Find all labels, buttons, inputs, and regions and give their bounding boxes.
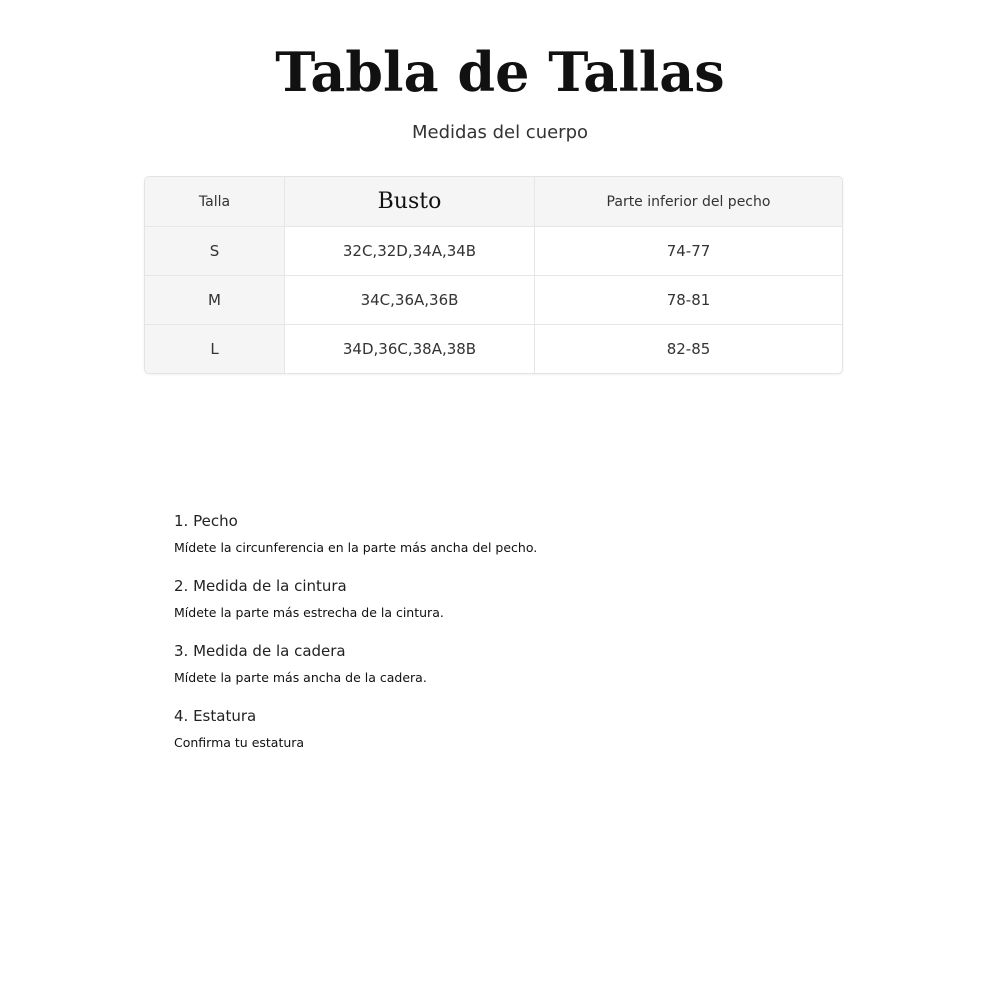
cell-size: L bbox=[145, 325, 285, 374]
note-item bbox=[174, 707, 537, 750]
note-text: Confirma tu estatura bbox=[174, 735, 305, 750]
header-busto: Busto bbox=[285, 177, 535, 227]
cell-busto: 32C,32D,34A,34B bbox=[285, 227, 535, 276]
note-item bbox=[174, 642, 537, 685]
page-subtitle: Medidas del cuerpo bbox=[411, 122, 589, 143]
cell-underbust: 74-77 bbox=[535, 227, 843, 276]
table-row bbox=[145, 227, 842, 276]
header-parte-inferior: Parte inferior del pecho bbox=[535, 177, 843, 227]
cell-size: M bbox=[145, 276, 285, 325]
note-text: Mídete la parte más ancha de la cadera. bbox=[174, 670, 427, 685]
table-row bbox=[145, 325, 842, 374]
note-text: Mídete la parte más estrecha de la cintura. bbox=[174, 605, 444, 620]
note-heading: 4. Estatura bbox=[174, 707, 257, 725]
page-title: Tabla de Tallas bbox=[275, 40, 725, 104]
note-item bbox=[174, 512, 537, 555]
note-heading: 3. Medida de la cadera bbox=[174, 642, 346, 660]
size-table bbox=[144, 176, 843, 374]
note-item bbox=[174, 577, 537, 620]
cell-underbust: 78-81 bbox=[535, 276, 843, 325]
cell-busto: 34D,36C,38A,38B bbox=[285, 325, 535, 374]
note-heading: 1. Pecho bbox=[174, 512, 238, 530]
table-row bbox=[145, 276, 842, 325]
note-text: Mídete la circunferencia en la parte más ancha del pecho. bbox=[174, 540, 538, 555]
measurement-instructions bbox=[174, 512, 537, 772]
header-talla: Talla bbox=[145, 177, 285, 227]
cell-underbust: 82-85 bbox=[666, 340, 711, 358]
table-header-row bbox=[145, 177, 842, 227]
cell-size: S bbox=[145, 227, 285, 276]
note-heading: 2. Medida de la cintura bbox=[174, 577, 347, 595]
cell-busto: 34C,36A,36B bbox=[285, 276, 535, 325]
